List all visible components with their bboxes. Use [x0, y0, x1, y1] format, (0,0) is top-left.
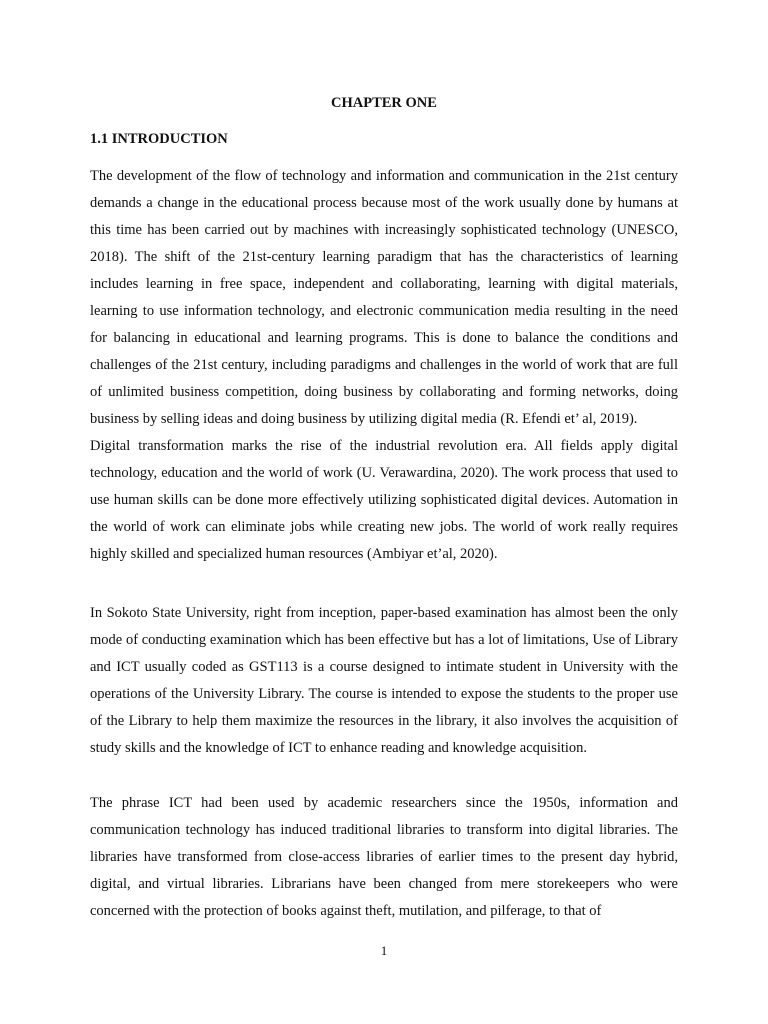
paragraph-4: [90, 790, 678, 925]
section-heading: 1.1 INTRODUCTION: [90, 131, 228, 147]
page-number: 1: [380, 943, 388, 958]
paragraph-text: The development of the flow of technology and information and communication in the 21st century demands a change in the educational process because most of the work usually done by humans at this time has been carried out by machines with increasingly sophisticated technology (UNESCO, 2018). The shift of the 21st-century learning paradigm that has the characteristics of learning includes learning in free space, independent and collaborating, learning with digital materials, learning to use information technology, and electronic communication media resulting in the need for balancing in educational and learning programs. This is done to balance the conditions and challenges of the 21st century, including paradigms and challenges in the world of work that are full of unlimited business competition, doing business by collaborating and forming networks, doing business by selling ideas and doing business by utilizing digital media (R. Efendi et’ al, 2019).: [90, 168, 678, 427]
paragraph-2: [90, 433, 678, 568]
paragraph-text: In Sokoto State University, right from inception, paper-based examination has almost been the only mode of conducting examination which has been effective but has a lot of limitations, Use of Library and ICT usually coded as GST113 is a course designed to intimate student in University with the operations of the University Library. The course is intended to expose the students to the proper use of the Library to help them maximize the resources in the library, it also involves the acquisition of study skills and the knowledge of ICT to enhance reading and knowledge acquisition.: [90, 605, 678, 756]
paragraph-text: The phrase ICT had been used by academic researchers since the 1950s, information and communication technology has induced traditional libraries to transform into digital libraries. The libraries have transformed from close-access libraries of earlier times to the present day hybrid, digital, and virtual libraries. Librarians have been changed from mere storekeepers who were concerned with the protection of books against theft, mutilation, and pilferage, to that of: [90, 795, 678, 919]
paragraph-1: [90, 163, 678, 433]
paragraph-text: Digital transformation marks the rise of the industrial revolution era. All fields apply digital technology, education and the world of work (U. Verawardina, 2020). The work process that used to use human skills can be done more effectively utilizing sophisticated digital devices. Automation in the world of work can eliminate jobs while creating new jobs. The world of work really requires highly skilled and specialized human resources (Ambiyar et’al, 2020).: [90, 438, 678, 562]
paragraph-3: [90, 600, 678, 762]
chapter-title: CHAPTER ONE: [331, 95, 437, 111]
